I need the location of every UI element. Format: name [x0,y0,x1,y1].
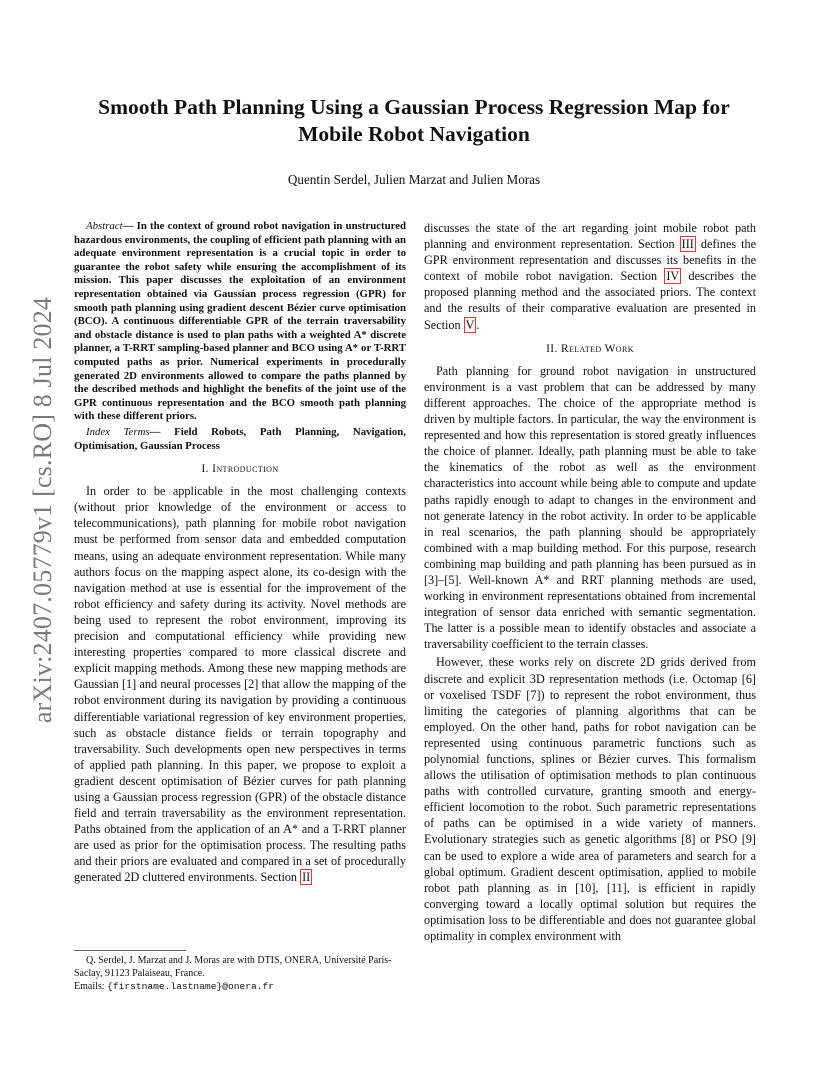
abstract: Abstract— In the context of ground robot navigation in unstructured hazardous environments, the coupling of efficient path planning with an adequate environment representation is a crucial topic in order to guarantee the robot safety while ensuring the accomplishment of its mission. This paper discusses the exploitation of an environment representation obtained via Gaussian process regression (GPR) for smooth path planning using gradient descent Bézier curve optimisation (BCO). A continuous differentiable GPR of the terrain traversability and obstacle distance is used to plan paths with a weighted A* discrete planner, a T-RRT sampling-based planner and BCO using A* or T-RRT computed paths as prior. Numerical experiments in procedurally generated 2D environments allowed to compare the paths planned by the described methods and highlight the benefits of the joint use of the GPR continuous representation and the BCO smooth path planning with these different priors. [74,220,407,423]
left-column [74,220,406,888]
footnote-email: {firstname.lastname}@onera.fr [107,981,275,992]
footnote-emails: Emails: {firstname.lastname}@onera.fr [74,981,275,992]
intro-paragraph: In order to be applicable in the most challenging contexts (without prior knowledge of the environment or access to telecommunications), path planning for mobile robot navigation must be performed from sensor data and embedded computation means, using an adequate environment representation. While many authors focus on the mapping aspect alone, its co-design with the navigation method at use is essential for the improvement of the robot efficiency and safety during its activity. Novel methods are being used to represent the robot environment, improving its precision and computational efficiency while providing new interesting properties compared to more classical discrete and explicit mapping methods. Among these new mapping methods are Gaussian [1] and neural processes [2] that allow the mapping of the robot environment during its navigation by providing a continuous differentiable variational regression of key environment properties, such as obstacle distance fields or terrain topography and traversability. Such developments open new perspectives in terms of applied path planning. In this paper, we propose to exploit a gradient descent optimisation of Bézier curves for path planning using a Gaussian process regression (GPR) of the obstacle distance field and terrain traversability as the environment representation. Paths obtained from the application of an A* and a T-RRT planner are used as prior for the optimisation process. The resulting paths and their priors are evaluated and compared in a set of procedurally generated 2D cluttered environments. Section II [74,484,406,885]
intro-continuation: discusses the state of the art regarding joint mobile robot path planning and environment representation. Section III defines the GPR environment representation and discusses its benefits in the context of mobile robot navigation. Section IV describes the proposed planning method and the associated priors. The context and the results of their comparative evaluation are presented in Section V . [424,221,757,332]
section-ref-link[interactable]: IV [666,269,680,284]
arxiv-stamp-text: arXiv:2407.05779v1 [cs.RO] 8 Jul 2024 [28,296,57,724]
paper-authors: Quentin Serdel, Julien Marzat and Julien Moras [287,172,541,187]
section-ref-link[interactable]: V [465,317,475,332]
arxiv-stamp [28,296,58,724]
abstract-lead: Abstract [86,220,123,232]
right-column [424,220,756,946]
related-paragraph-2: However, these works rely on discrete 2D grids derived from discrete and explicit 3D representation methods (i.e. Octomap [6] or voxelised TSDF [7]) to represent the robot environment, thus limiting the categories of planning algorithms that can be employed. On the other hand, paths for robot navigation can be represented using continuous parametric functions such as polynomial functions, splines or Bézier curves. This formalism allows the utilisation of optimisation methods to plan continuous paths with controlled curvature, granting smooth and energy-efficient locomotion to the robot. Such parametric representations of paths can be optimised in a wide variety of manners. Evolutionary strategies such as genetic algorithms [8] or PSO [9] can be used to explore a wide area of parameters and search for a global optimum. Gradient descent optimisation, applied to mobile robot path planning as in [10], [11], is efficient in rapidly converging toward a locally optimal solution but requires the optimisation loss to be differentiable and does not guarantee global optimality in complex environment with [424,655,756,944]
section-heading-related-work: II. Related Work [546,342,634,355]
footnote [74,954,406,993]
index-terms-text: Field Robots, Path Planning, Navigation, Optimisation, Gaussian Process [74,425,406,452]
index-terms-lead: Index Terms [86,425,150,438]
section-ref-link[interactable]: II [302,870,311,885]
section-ref-link[interactable]: III [681,237,694,252]
section-heading-introduction: I. Introduction [201,463,279,476]
related-paragraph-1: Path planning for ground robot navigation in unstructured environment is a vast problem that can be addressed by many different approaches. The choice of the appropriate method is driven by multiple factors. In particular, the way the environment is represented and how this representation is stored greatly influences the choice of planner. Ideally, path planning must be able to take the kinematics of the robot as well as the environment characteristics into account while being able to compute and update paths rapidly enough to adapt to changes in the environment and not generate latency in the robot activity. In order to be applicable in real scenarios, the path planning should be appropriately combined with a map building method. For this purpose, research combining map building and path planning has been pursued as in [3]–[5]. Well-known A* and RRT planning methods are used, working in environment representations obtained from incremental integration of sensor data enriched with semantic segmentation. The latter is a possible mean to identify obstacles and associate a traversability coefficient to the terrain classes. [424,363,756,652]
index-terms: Index Terms— Field Robots, Path Planning, Navigation, Optimisation, Gaussian Process [74,425,406,452]
abstract-text: In the context of ground robot navigation in unstructured hazardous environments, the coupling of efficient path planning with an adequate environment representation is a crucial topic in order to guarantee the robot safety while ensuring the accomplishment of its mission. This paper discusses the exploitation of an environment representation obtained via Gaussian process regression (GPR) for smooth path planning using gradient descent Bézier curve optimisation (BCO). A continuous differentiable GPR of the terrain traversability and obstacle distance is used to plan paths with a weighted A* discrete planner, a T-RRT sampling-based planner and BCO using A* or T-RRT computed paths as prior. Numerical experiments in procedurally generated 2D environments allowed to compare the paths planned by the described methods and highlight the benefits of the joint use of the GPR continuous representation and the BCO smooth path planning with these different priors. [74,220,407,423]
paper-title: Smooth Path Planning Using a Gaussian Process Regression Map for Mobile Robot Navigation [98,95,730,146]
footnote-rule [74,950,186,951]
footnote-affiliation: Q. Serdel, J. Marzat and J. Moras are with DTIS, ONERA, Université Paris-Saclay, 91123 Palaiseau, France. [74,955,392,979]
